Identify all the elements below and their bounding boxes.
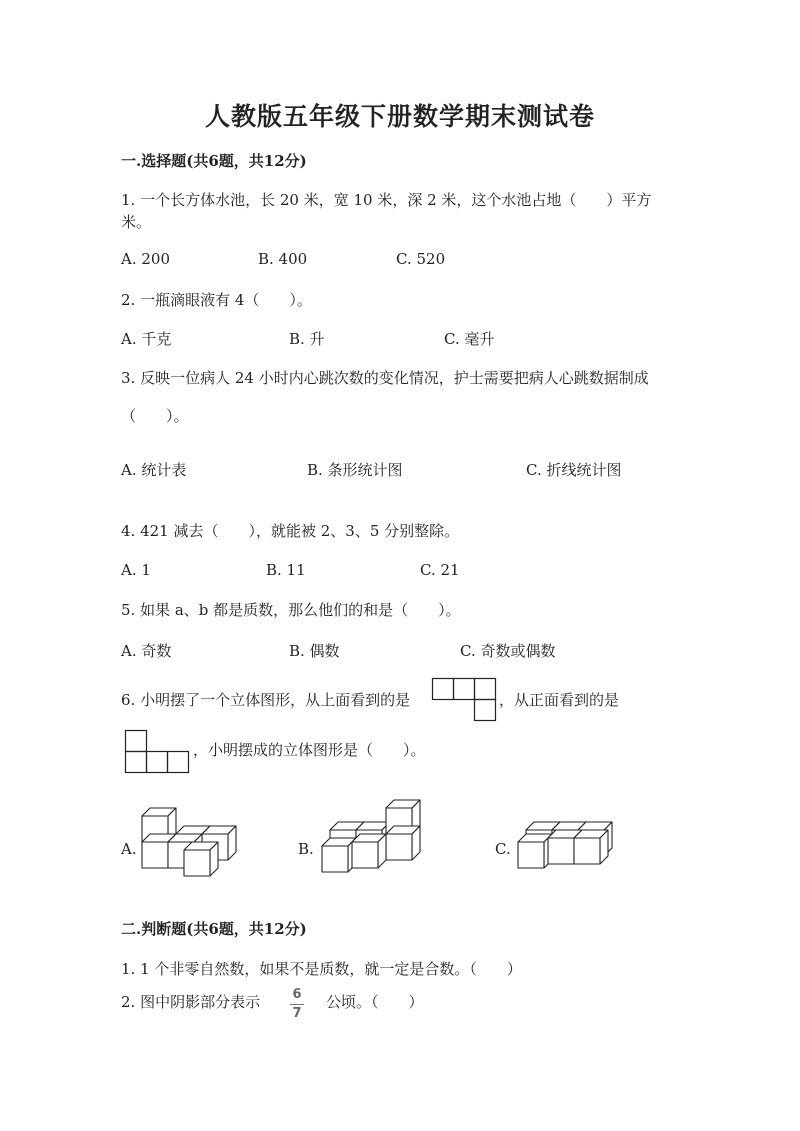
q4-option-c: C. 21 (420, 561, 460, 579)
question-3-text: 3. 反映一位病人 24 小时内心跳次数的变化情况，护士需要把病人心跳数据制成 (121, 369, 649, 387)
q5-option-a: A. 奇数 (121, 642, 172, 660)
question-6-text-b: ，从正面看到的是 (499, 691, 620, 709)
front-view-figure (125, 730, 189, 774)
page-title: 人教版五年级下册数学期末测试卷 (204, 102, 595, 131)
q1-option-b: B. 400 (258, 250, 308, 268)
q6-option-b: B. (298, 840, 314, 858)
unit-cube (322, 838, 356, 872)
unit-cube (518, 834, 552, 868)
option-b-cubes-figure (320, 798, 430, 878)
question-1-text-cont: 米。 (121, 213, 152, 231)
q3-option-c: C. 折线统计图 (526, 461, 622, 479)
q3-option-a: A. 统计表 (121, 461, 187, 479)
q6-option-a: A. (121, 840, 137, 858)
option-a-cubes-figure (140, 800, 240, 880)
question-5-text: 5. 如果 a、b 都是质数，那么他们的和是（ ）。 (121, 601, 461, 619)
q5-option-b: B. 偶数 (289, 642, 340, 660)
unit-cube (184, 842, 218, 876)
fraction-six-sevenths (287, 987, 307, 1022)
unit-cube (386, 826, 420, 860)
q1-option-c: C. 520 (396, 250, 446, 268)
question-4-text: 4. 421 减去（ ），就能被 2、3、5 分别整除。 (121, 522, 460, 540)
judgement-2-text: 2. 图中阴影部分表示 (121, 993, 261, 1011)
judgement-2-text-cont: 公顷。（ ） (326, 993, 424, 1011)
option-c-cubes-figure (516, 822, 626, 872)
unit-cube (352, 834, 386, 868)
question-1-text: 1. 一个长方体水池，长 20 米，宽 10 米，深 2 米，这个水池占地（ ）平方 (121, 191, 652, 209)
top-view-figure (432, 678, 496, 722)
q2-option-a: A. 千克 (121, 330, 172, 348)
q1-option-a: A. 200 (121, 250, 170, 268)
fraction-numerator: 6 (292, 987, 302, 1002)
q4-option-b: B. 11 (266, 561, 306, 579)
section-heading-judgement: 二.判断题(共6题，共12分) (121, 920, 307, 938)
section-heading-choice: 一.选择题(共6题，共12分) (121, 152, 307, 170)
q5-option-c: C. 奇数或偶数 (460, 642, 556, 660)
question-6-text-cont: ，小明摆成的立体图形是（ ）。 (193, 741, 426, 759)
q2-option-c: C. 毫升 (444, 330, 495, 348)
q6-option-c: C. (495, 840, 511, 858)
question-2-text: 2. 一瓶滴眼液有 4（ ）。 (121, 291, 312, 309)
q2-option-b: B. 升 (289, 330, 325, 348)
question-6-text: 6. 小明摆了一个立体图形，从上面看到的是 (121, 691, 411, 709)
judgement-1-text: 1. 1 个非零自然数，如果不是质数，就一定是合数。（ ） (121, 960, 522, 978)
q4-option-a: A. 1 (121, 561, 151, 579)
unit-cube (574, 830, 608, 864)
question-3-text-cont: （ ）。 (121, 407, 189, 425)
fraction-denominator: 7 (292, 1006, 302, 1021)
q3-option-b: B. 条形统计图 (307, 461, 403, 479)
